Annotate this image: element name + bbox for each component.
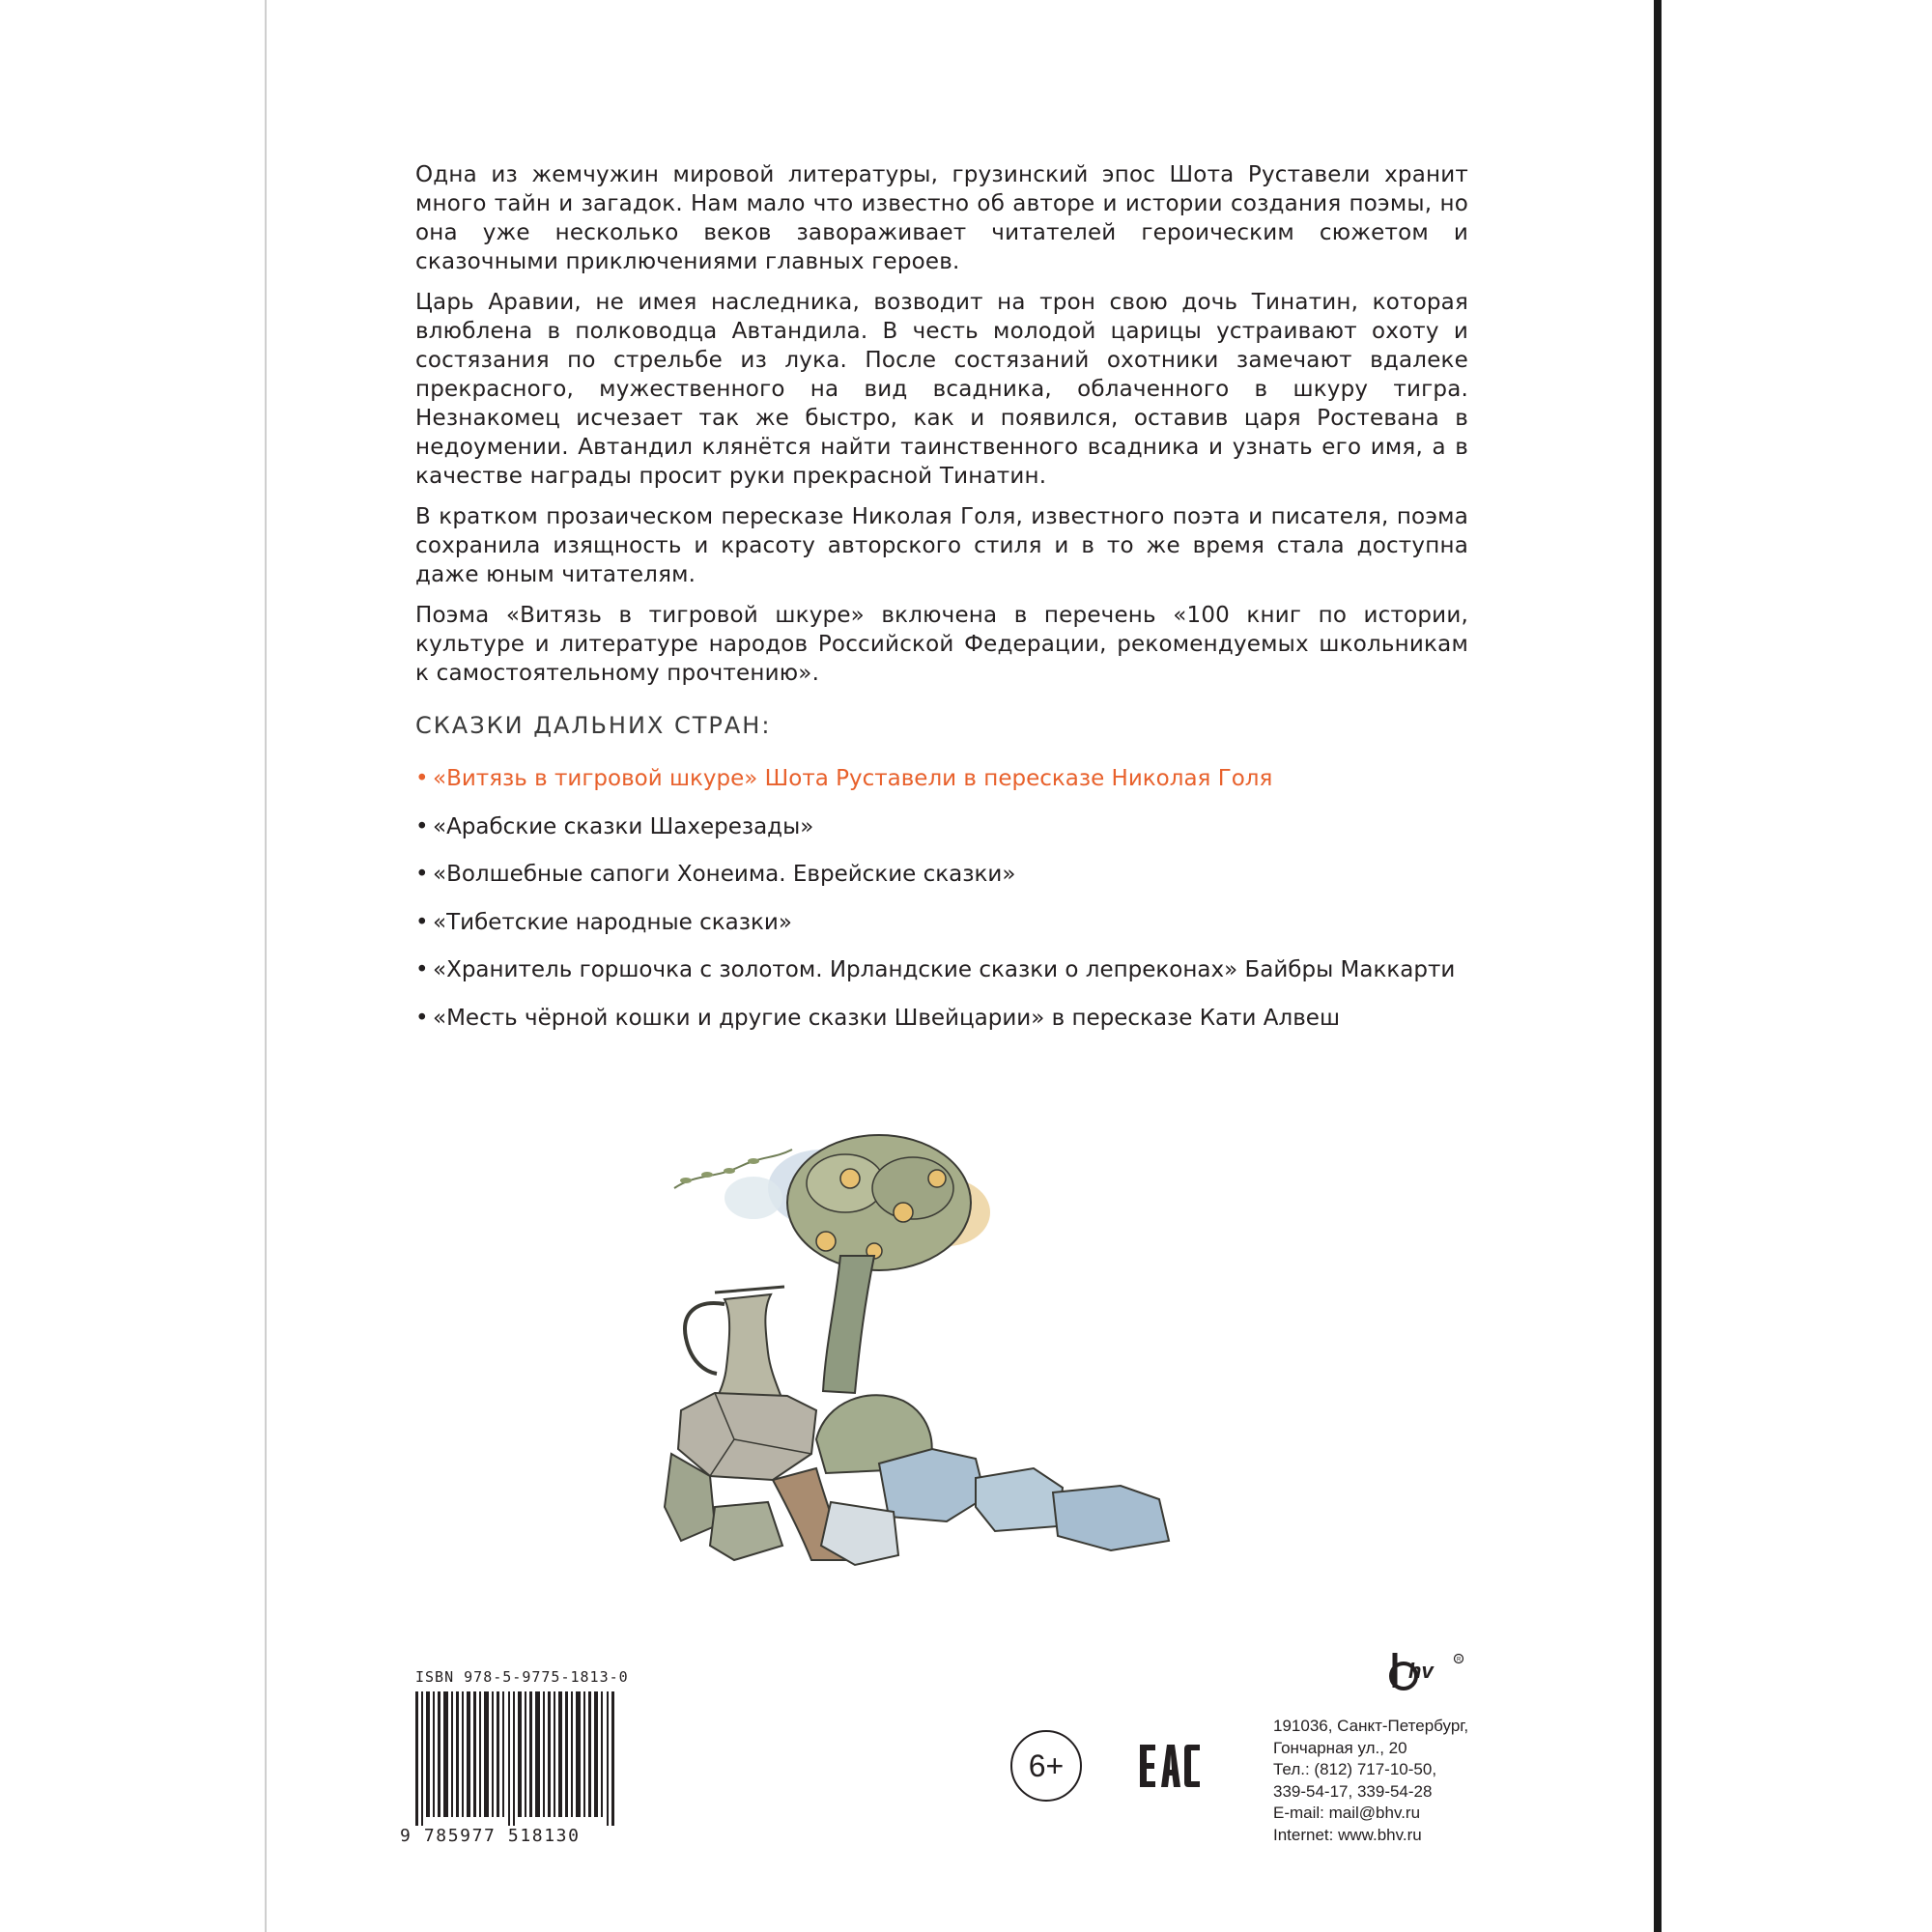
description-paragraph: В кратком прозаическом пересказе Николая Голя, известного поэта и писателя, поэма сохранила изящность и красоту авторского стиля и в то же время стала доступна даже юным читателям. xyxy=(415,504,1468,587)
age-rating-badge xyxy=(1010,1730,1082,1802)
series-item-label: «Волшебные сапоги Хонеима. Еврейские сказки» xyxy=(433,862,1016,888)
bullet-icon: • xyxy=(415,957,429,983)
series-item-label: «Тибетские народные сказки» xyxy=(433,909,792,935)
bhv-logo xyxy=(1387,1649,1464,1697)
series-book-list xyxy=(415,764,1526,1052)
address-line: Гончарная ул., 20 xyxy=(1273,1738,1407,1757)
bullet-icon: • xyxy=(415,813,429,839)
age-rating-label: 6+ xyxy=(1028,1747,1065,1783)
series-item xyxy=(415,812,1526,861)
bullet-icon: • xyxy=(415,862,429,888)
publisher-address xyxy=(1273,1716,1495,1846)
bullet-icon: • xyxy=(415,766,429,791)
bullet-icon: • xyxy=(415,909,429,935)
eac-certification-icon xyxy=(1138,1743,1202,1789)
isbn-label: ISBN 978-5-9775-1813-0 xyxy=(415,1668,629,1686)
phone-line: Тел.: (812) 717-10-50, xyxy=(1273,1760,1437,1778)
barcode xyxy=(415,1691,616,1831)
svg-text:R: R xyxy=(1457,1657,1462,1663)
series-item xyxy=(415,860,1526,908)
description-paragraph: Поэма «Витязь в тигровой шкуре» включена в перечень «100 книг по истории, культуре и литературе народов Российской Федерации, рекомендуемых школьникам к самостоятельному прочтению». xyxy=(415,603,1468,686)
series-item-label: «Хранитель горшочка с золотом. Ирландские сказки о лепреконах» Байбры Маккарти xyxy=(433,957,1456,983)
series-title: СКАЗКИ ДАЛЬНИХ СТРАН: xyxy=(415,712,772,739)
svg-text:hv: hv xyxy=(1408,1659,1434,1683)
phone-line: 339-54-17, 339-54-28 xyxy=(1273,1781,1433,1801)
jug-tree-rocks-illustration xyxy=(657,1121,1236,1584)
series-item-current xyxy=(415,764,1526,812)
book-description xyxy=(415,160,1468,699)
address-line: 191036, Санкт-Петербург, xyxy=(1273,1717,1469,1735)
book-spine-edge xyxy=(1654,0,1662,1932)
email-line: E-mail: mail@bhv.ru xyxy=(1273,1804,1421,1822)
series-item xyxy=(415,1004,1526,1052)
description-paragraph: Одна из жемчужин мировой литературы, грузинский эпос Шота Руставели хранит много тайн и загадок. Нам мало что известно об авторе и истории создания поэмы, но она уже несколько веков завораживает читателей героическим сюжетом и сказочными приключениями главных героев. xyxy=(415,162,1468,274)
bullet-icon: • xyxy=(415,1005,429,1031)
barcode-digits: 9 785977 518130 xyxy=(400,1826,618,1846)
series-item-label: «Арабские сказки Шахерезады» xyxy=(433,813,814,839)
description-paragraph: Царь Аравии, не имея наследника, возводит на трон свою дочь Тинатин, которая влюблена в полководца Автандила. В честь молодой царицы устраивают охоту и состязания по стрельбе из лука. После состязаний охотники замечают вдалеке прекрасного, мужественного на вид всадника, облаченного в шкуру тигра. Незнакомец исчезает так же быстро, как и появился, оставив царя Ростевана в недоумении. Автандил клянётся найти таинственного всадника и узнать его имя, а в качестве награды просит руки прекрасной Тинатин. xyxy=(415,290,1468,489)
series-item xyxy=(415,908,1526,956)
series-item-label: «Витязь в тигровой шкуре» Шота Руставели в пересказе Николая Голя xyxy=(433,766,1273,791)
website-line: Internet: www.bhv.ru xyxy=(1273,1825,1422,1844)
series-item-label: «Месть чёрной кошки и другие сказки Швейцарии» в пересказе Кати Алвеш xyxy=(433,1005,1340,1031)
series-item xyxy=(415,955,1526,1004)
